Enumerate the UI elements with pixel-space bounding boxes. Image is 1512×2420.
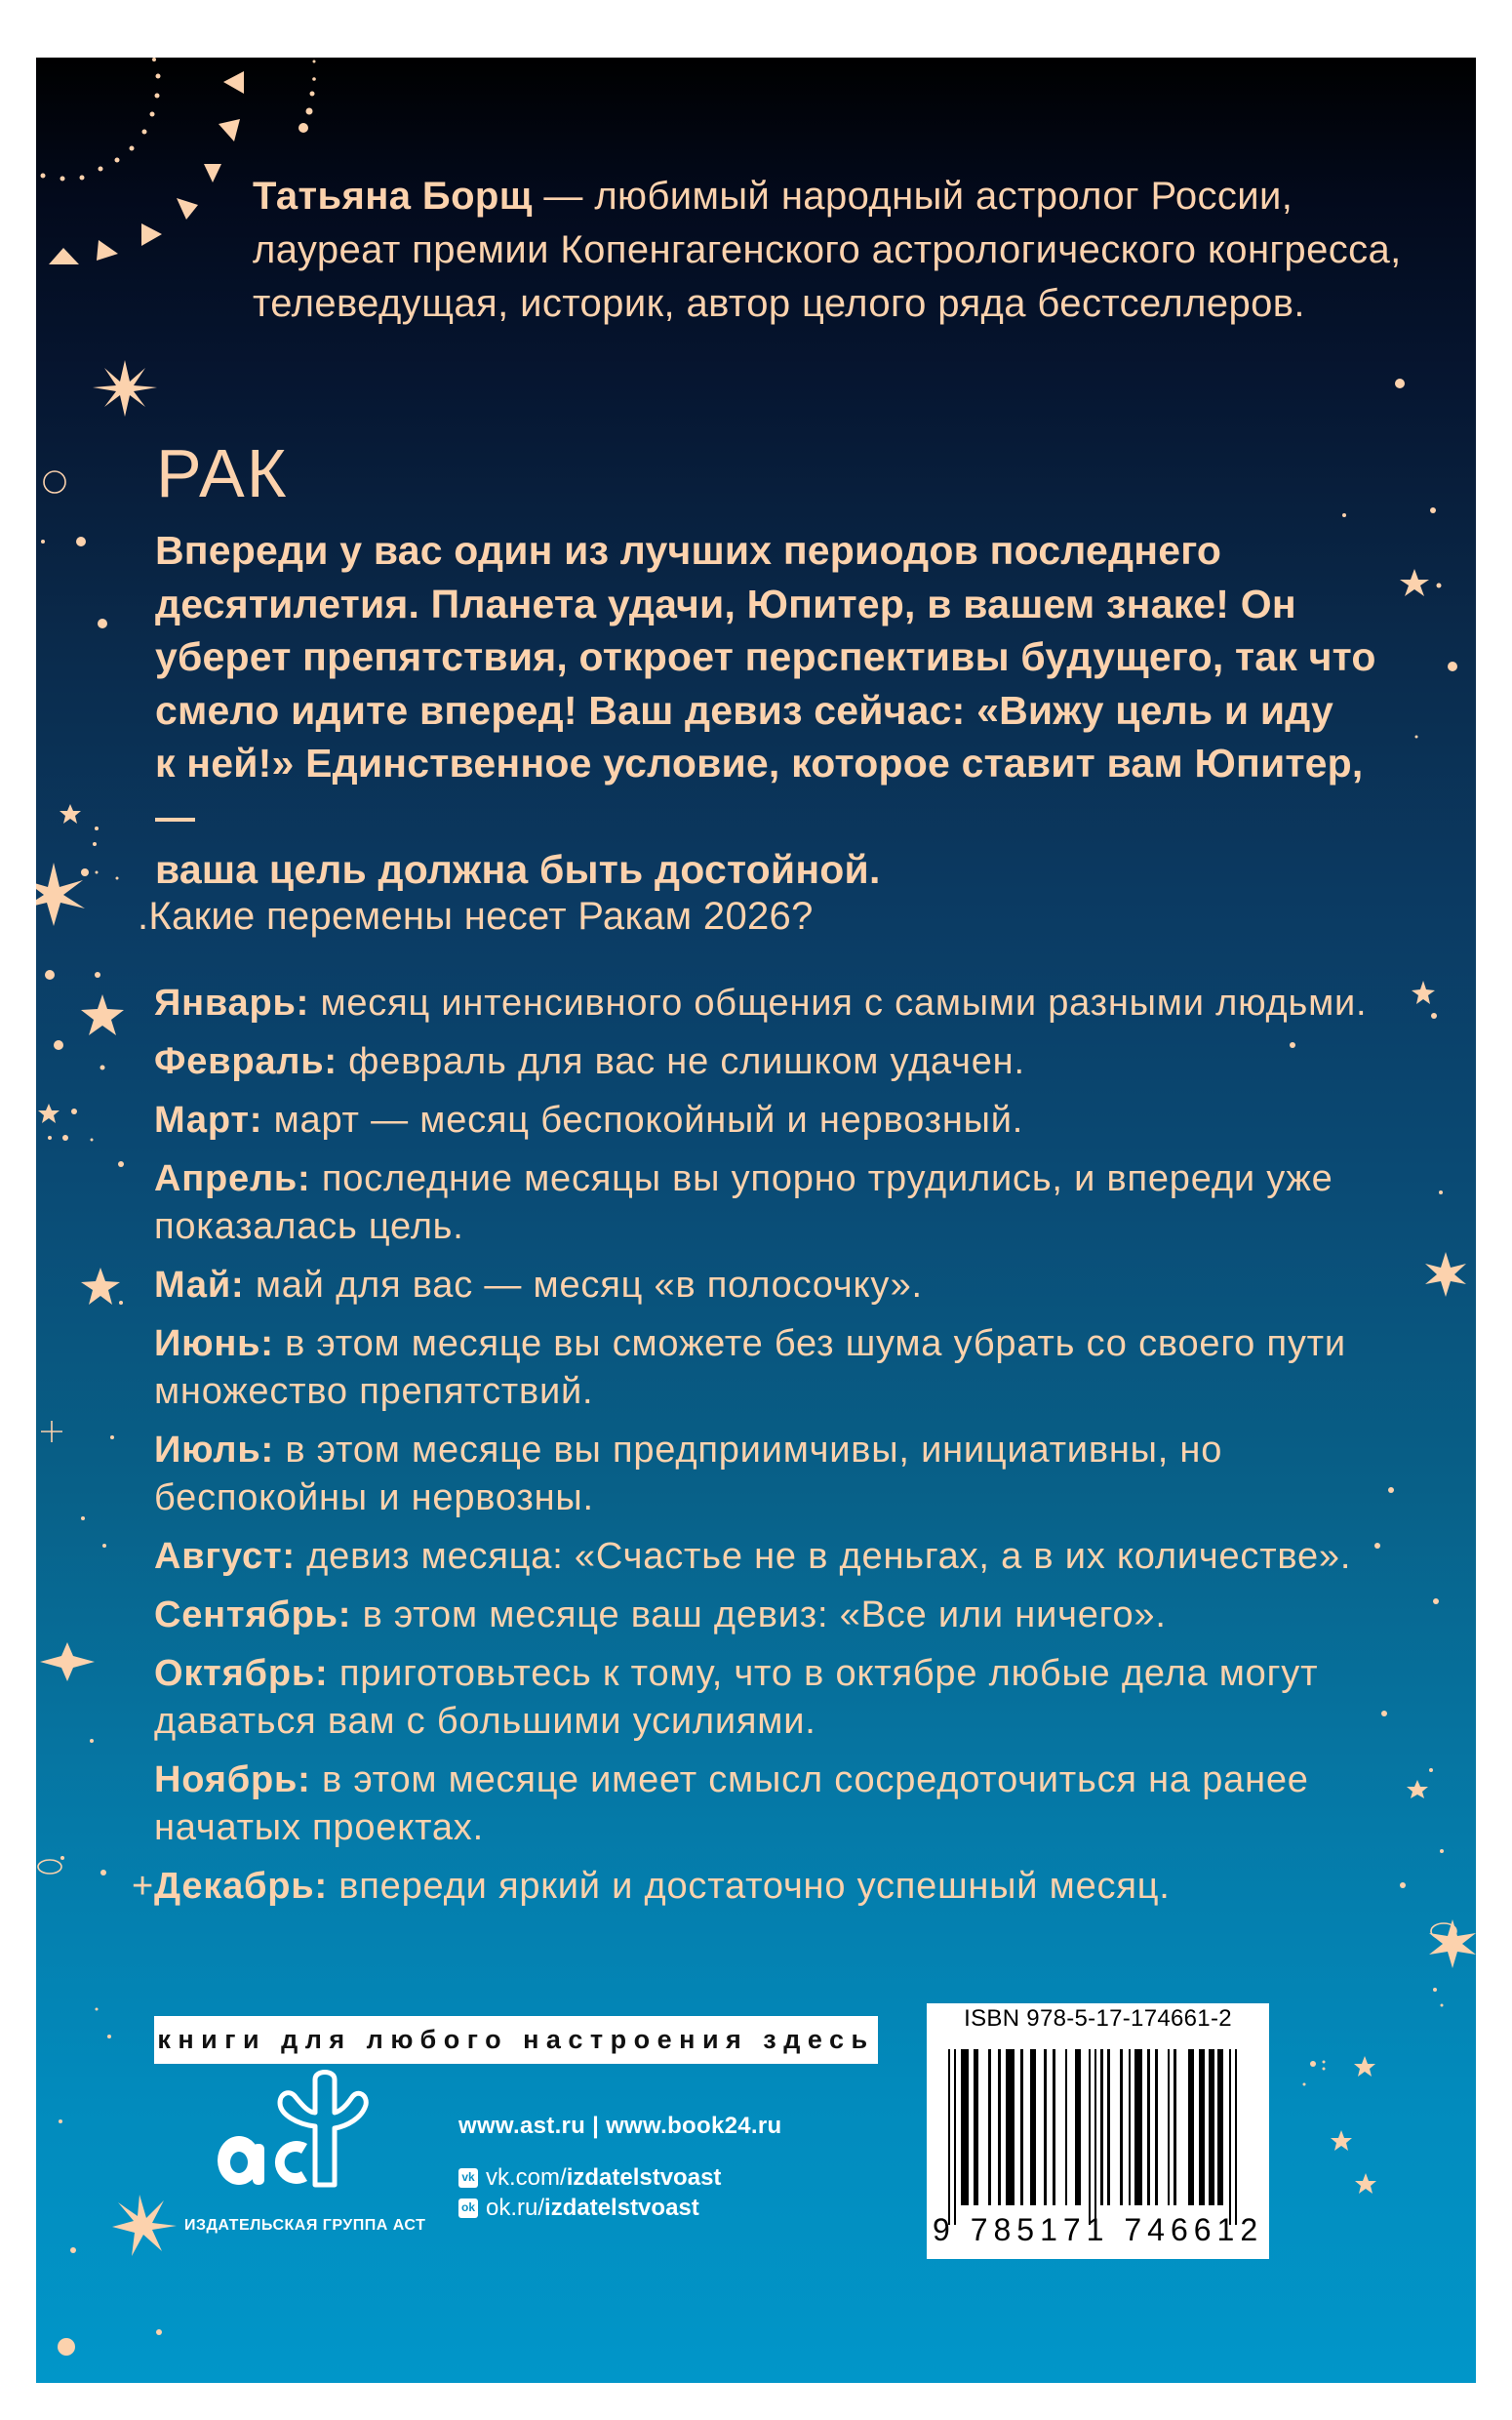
intro-line: уберет препятствия, откроет перспективы будущего, так что (155, 634, 1376, 679)
vk-icon: vk (458, 2168, 478, 2188)
month-november: Ноябрь: в этом месяце имеет смысл сосредоточиться на ранее начатых проектах. (154, 1759, 1309, 1848)
publisher-websites[interactable]: www.ast.ru | www.book24.ru (458, 2113, 782, 2139)
month-october: Октябрь: приготовьтесь к тому, что в октябре любые дела могут даваться вам с большими усилиями. (154, 1653, 1319, 1742)
zodiac-sign-title: РАК (156, 435, 289, 511)
intro-line: десятилетия. Планета удачи, Юпитер, в вашем знаке! Он (155, 581, 1296, 626)
month-may: Май: май для вас — месяц «в полосочку». (154, 1265, 923, 1306)
barcode-bars (948, 2049, 1251, 2223)
month-august: Август: девиз месяца: «Счастье не в деньгах, а в их количестве». (154, 1536, 1352, 1577)
month-february: Февраль: февраль для вас не слишком удачен. (154, 1041, 1025, 1082)
month-july: Июль: в этом месяце вы предприимчивы, инициативны, но беспокойны и нервозны. (154, 1430, 1223, 1518)
sparkle-icon: + (132, 1866, 154, 1907)
forecast-question: .Какие перемены несет Ракам 2026? (138, 895, 814, 938)
isbn-label: ISBN 978-5-17-174661-2 (964, 2005, 1232, 2032)
month-january: Январь: месяц интенсивного общения с самыми разными людьми. (154, 983, 1368, 1024)
monthly-forecast-list (132, 980, 1422, 1921)
intro-line: Впереди у вас один из лучших периодов последнего (155, 528, 1222, 573)
month-march: Март: март — месяц беспокойный и нервозный. (154, 1100, 1024, 1141)
intro-line: к ней!» Единственное условие, которое ставит вам Юпитер, — (155, 741, 1364, 839)
author-name: Татьяна Борщ (253, 175, 533, 218)
month-april: Апрель: последние месяцы вы упорно трудились, и впереди уже показалась цель. (154, 1158, 1333, 1247)
author-bio-line-2: лауреат премии Копенгагенского астрологического конгресса, (253, 228, 1402, 271)
author-bio (253, 170, 1443, 331)
author-bio-line-3: телеведущая, историк, автор целого ряда бестселлеров. (253, 282, 1305, 325)
odnoklassniki-icon: ok (458, 2198, 478, 2218)
publisher-name: ИЗДАТЕЛЬСКАЯ ГРУППА АСТ (184, 2217, 426, 2234)
intro-paragraph (155, 524, 1404, 897)
month-september: Сентябрь: в этом месяце ваш девиз: «Все или ничего». (154, 1594, 1167, 1635)
slogan-banner: книги для любого настроения здесь (154, 2016, 878, 2064)
intro-line: ваша цель должна быть достойной. (155, 847, 881, 892)
book-back-cover (36, 58, 1476, 2383)
author-bio-line-1: Татьяна Борщ — любимый народный астролог России, (253, 175, 1293, 218)
ast-logo-icon (200, 2068, 434, 2204)
month-december: + Декабрь: впереди яркий и достаточно успешный месяц. (154, 1863, 1422, 1911)
intro-line: смело идите вперед! Ваш девиз сейчас: «Вижу цель и иду (155, 687, 1333, 733)
isbn-barcode (927, 2003, 1269, 2259)
social-links (458, 2162, 721, 2223)
vk-link[interactable]: vk vk.com/izdatelstvoast (458, 2162, 721, 2193)
month-june: Июнь: в этом месяце вы сможете без шума убрать со своего пути множество препятствий. (154, 1323, 1346, 1412)
barcode-digits: 9 785171 746612 (933, 2212, 1264, 2247)
ok-link[interactable]: ok ok.ru/izdatelstvoast (458, 2193, 721, 2223)
